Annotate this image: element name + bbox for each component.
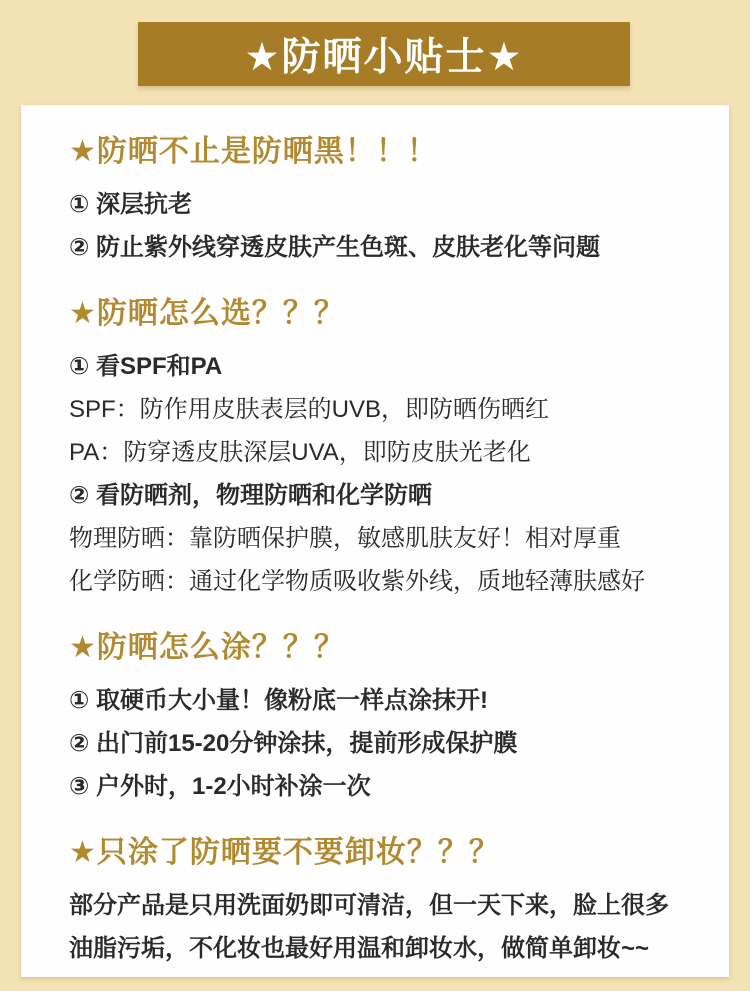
paragraph-line: 部分产品是只用洗面奶即可清洁，但一天下来，脸上很多 (69, 892, 669, 919)
section-heading: ★防晒怎么选？？？ (69, 297, 345, 330)
section-how-to-apply (69, 627, 701, 808)
paragraph-line: 油脂污垢，不化妆也最好用温和卸妆水，做简单卸妆~~ (69, 935, 650, 962)
list-item: ① 取硬币大小量！像粉底一样点涂抹开! (69, 687, 488, 714)
section-heading: ★防晒怎么涂？？？ (69, 631, 345, 664)
section-not-just-tanning (69, 131, 701, 269)
section-makeup-removal (69, 832, 701, 970)
list-item: ② 看防晒剂，物理防晒和化学防晒 (69, 482, 432, 509)
list-item: SPF：防作用皮肤表层的UVB，即防晒伤晒红 (69, 396, 550, 423)
list-item: 化学防晒：通过化学物质吸收紫外线，质地轻薄肤感好 (69, 568, 645, 595)
page-title: ★防晒小贴士★ (244, 36, 524, 79)
list-item: ① 深层抗老 (69, 191, 192, 218)
list-item: ① 看SPF和PA (69, 353, 223, 380)
content-card (21, 105, 729, 977)
list-item: ② 防止紫外线穿透皮肤产生色斑、皮肤老化等问题 (69, 234, 600, 261)
title-banner (138, 22, 630, 86)
list-item: ② 出门前15-20分钟涂抹，提前形成保护膜 (69, 730, 518, 757)
section-heading: ★只涂了防晒要不要卸妆？？？ (69, 836, 500, 869)
section-how-to-choose (69, 293, 701, 603)
section-heading: ★防晒不止是防晒黑！！！ (69, 135, 438, 168)
list-item: 物理防晒：靠防晒保护膜，敏感肌肤友好！相对厚重 (69, 525, 621, 552)
list-item: ③ 户外时，1-2小时补涂一次 (69, 773, 371, 800)
list-item: PA：防穿透皮肤深层UVA，即防皮肤光老化 (69, 439, 531, 466)
